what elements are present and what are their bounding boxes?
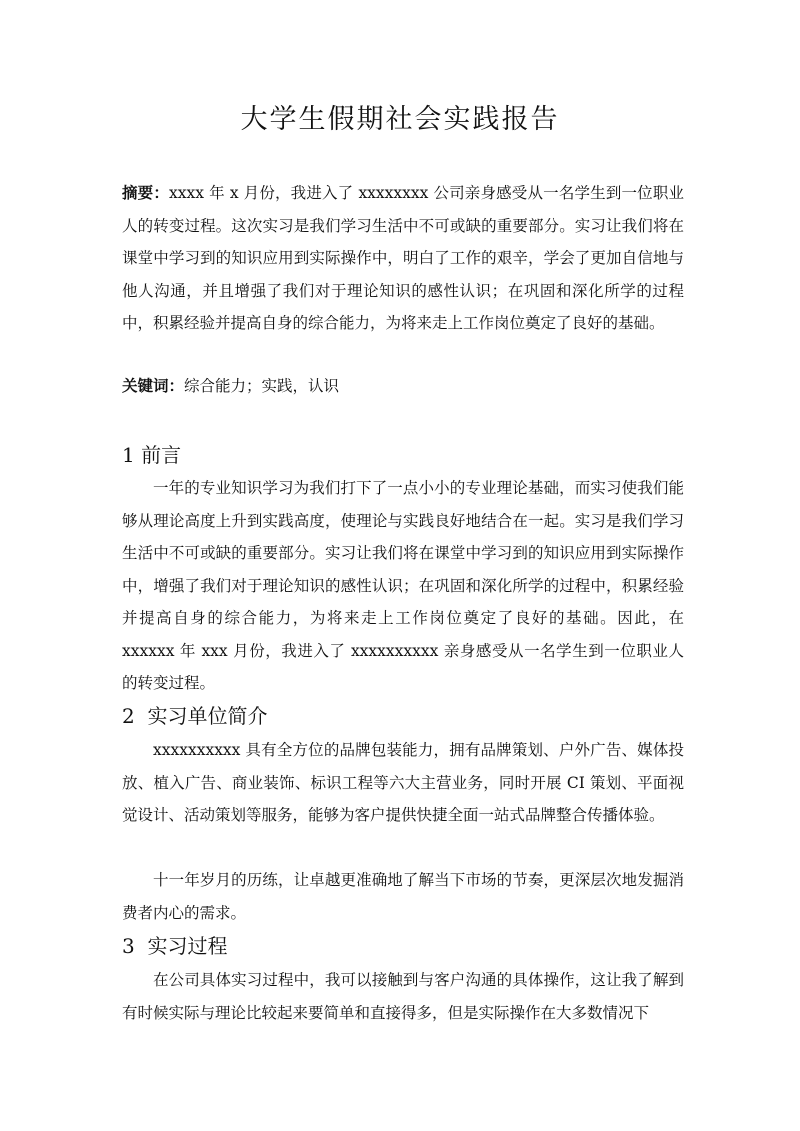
section-title: 前言	[141, 443, 182, 467]
abstract-text: xxxx 年 x 月份，我进入了 xxxxxxxx 公司亲身感受从一名学生到一位职业人的转变过程。这次实习是我们学习生活中不可或缺的重要部分。实习让我们将在课堂中学习到的知识应用到实际操作中，明白了工作的艰辛，学会了更加自信地与他人沟通，并且增强了我们对于理论知识的感性认识；在巩固和深化所学的过程中，积累经验并提高自身的综合能力，为将来走上工作岗位奠定了良好的基础。	[122, 184, 684, 332]
section-number: 3	[122, 934, 135, 958]
section-number: 2	[122, 704, 135, 728]
section-paragraph: 十一年岁月的历练，让卓越更准确地了解当下市场的节奏，更深层次地发掘消费者内心的需求。	[122, 871, 684, 922]
keywords-text: 综合能力；实践，认识	[184, 377, 340, 395]
section-title: 实习过程	[147, 934, 228, 958]
section-heading-1	[122, 439, 181, 471]
section-number: 1	[122, 443, 135, 467]
keywords-label: 关键词：	[122, 377, 185, 395]
section-title: 实习单位简介	[147, 704, 268, 728]
section-heading-2	[122, 700, 267, 732]
abstract	[122, 177, 684, 340]
section-paragraph: 在公司具体实习过程中，我可以接触到与客户沟通的具体操作，这让我了解到有时候实际与理论比较起来要简单和直接得多，但是实际操作在大多数情况下	[122, 971, 684, 1022]
keywords	[122, 370, 684, 403]
abstract-label: 摘要：	[122, 184, 170, 202]
section-paragraph: xxxxxxxxxx 具有全方位的品牌包装能力，拥有品牌策划、户外广告、媒体投放、植入广告、商业装饰、标识工程等六大主营业务，同时开展 CI 策划、平面视觉设计、活动策划等服务，能够为客户提供快捷全面一站式品牌整合传播体验。	[122, 741, 684, 824]
section-heading-3	[122, 930, 227, 962]
document-title: 大学生假期社会实践报告	[240, 104, 560, 135]
section-paragraph: 一年的专业知识学习为我们打下了一点小小的专业理论基础，而实习使我们能够从理论高度上升到实践高度，使理论与实践良好地结合在一起。实习是我们学习生活中不可或缺的重要部分。实习让我们将在课堂中学习到的知识应用到实际操作中，增强了我们对于理论知识的感性认识；在巩固和深化所学的过程中，积累经验并提高自身的综合能力，为将来走上工作岗位奠定了良好的基础。因此，在 xxxxxx 年 xxx 月份，我进入了 xxxxxxxxxx 亲身感受从一名学生到一位职业人的转变过程。	[122, 479, 684, 692]
